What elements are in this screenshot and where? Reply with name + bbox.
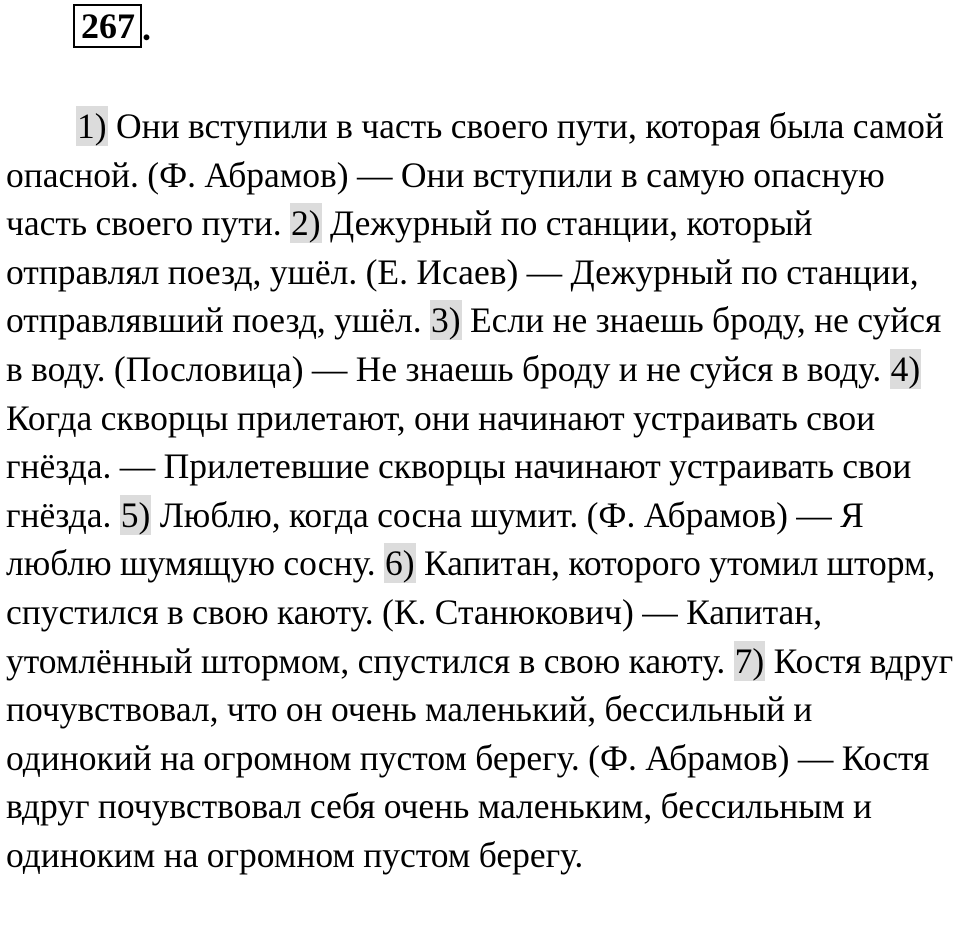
item-7-text: Костя вдруг почувствовал, что он очень маленький, бессильный и одинокий на огромном пустом берегу. (Ф. Абрамов) — Костя вдруг почувствовал себя очень маленьким, бессильным и одиноким на огромном пустом берегу. (6, 640, 954, 875)
item-2-number: 2) (290, 203, 321, 244)
item-1-text: Они вступили в часть своего пути, которая была самой опасной. (Ф. Абрамов) — Они вступили в самую опасную часть своего пути. (6, 106, 944, 244)
item-5-text: Люблю, когда сосна шумит. (Ф. Абрамов) — Я люблю шумящую сосну. (6, 494, 864, 584)
item-3-text: Если не знаешь броду, не суйся в воду. (Пословица) — Не знаешь броду и не суйся в воду. (6, 300, 942, 389)
item-4-text: Когда скворцы прилетают, они начинают устраивать свои гнёзда. — Прилетевшие скворцы начинают устраивать свои гнёзда. (6, 397, 912, 535)
item-1-number: 1) (77, 106, 107, 146)
exercise-number-dot: . (142, 8, 151, 48)
item-4-number: 4) (890, 348, 921, 389)
exercise-text (6, 102, 956, 880)
item-5-number: 5) (120, 494, 151, 535)
item-7-number: 7) (734, 640, 765, 681)
item-6-text: Капитан, которого утомил шторм, спустился в свою каюту. (К. Станюкович) — Капитан, утомлённый штормом, спустился в свою каюту. (6, 543, 936, 681)
exercise-number: 267 (73, 4, 142, 48)
item-3-number: 3) (430, 300, 461, 341)
item-2-text: Дежурный по станции, который отправлял поезд, ушёл. (Е. Исаев) — Дежурный по станции, отправлявший поезд, ушёл. (6, 203, 919, 341)
item-6-number: 6) (385, 543, 415, 584)
exercise-header (73, 3, 151, 48)
